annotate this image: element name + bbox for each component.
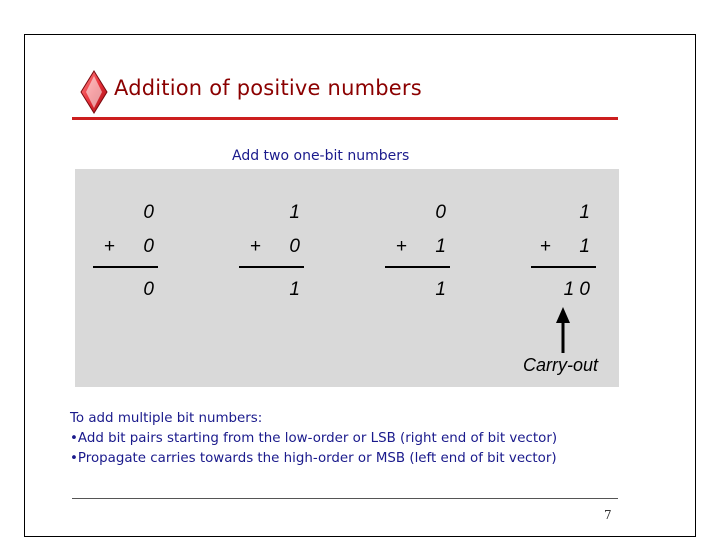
example-4-addend-b: 1	[579, 236, 590, 257]
example-2-sum: 1	[289, 279, 300, 300]
example-2-addend-a: 1	[289, 202, 300, 223]
example-4-addend-a: 1	[579, 202, 590, 223]
example-1-addend-a: 0	[143, 202, 154, 223]
page-number: 7	[604, 508, 612, 522]
example-3-addend-b: 1	[435, 236, 446, 257]
example-4-plus: +	[540, 236, 552, 257]
example-1-sum-line	[93, 266, 158, 268]
slide-subtitle: Add two one-bit numbers	[232, 148, 410, 164]
carry-out-label: Carry-out	[523, 355, 599, 375]
example-1-addend-b: 0	[143, 236, 154, 257]
red-diamond-icon	[80, 70, 108, 114]
example-3-plus: +	[396, 236, 408, 257]
example-4-sum: 1 0	[563, 279, 590, 300]
footer-divider	[72, 498, 618, 499]
example-2-sum-line	[239, 266, 304, 268]
example-3-sum-line	[385, 266, 450, 268]
notes-bullet-1: •Add bit pairs starting from the low-order or LSB (right end of bit vector)	[70, 431, 558, 446]
notes-heading: To add multiple bit numbers:	[70, 411, 263, 426]
notes-bullet-2: •Propagate carries towards the high-order or MSB (left end of bit vector)	[70, 451, 557, 466]
example-1-sum: 0	[143, 279, 154, 300]
title-underline	[72, 117, 618, 120]
example-3-sum: 1	[435, 279, 446, 300]
example-4-sum-line	[531, 266, 596, 268]
example-2-plus: +	[250, 236, 262, 257]
example-2-addend-b: 0	[289, 236, 300, 257]
arrow-up-icon	[553, 307, 573, 353]
example-3-addend-a: 0	[435, 202, 446, 223]
example-1-plus: +	[104, 236, 116, 257]
slide-title: Addition of positive numbers	[114, 76, 422, 100]
